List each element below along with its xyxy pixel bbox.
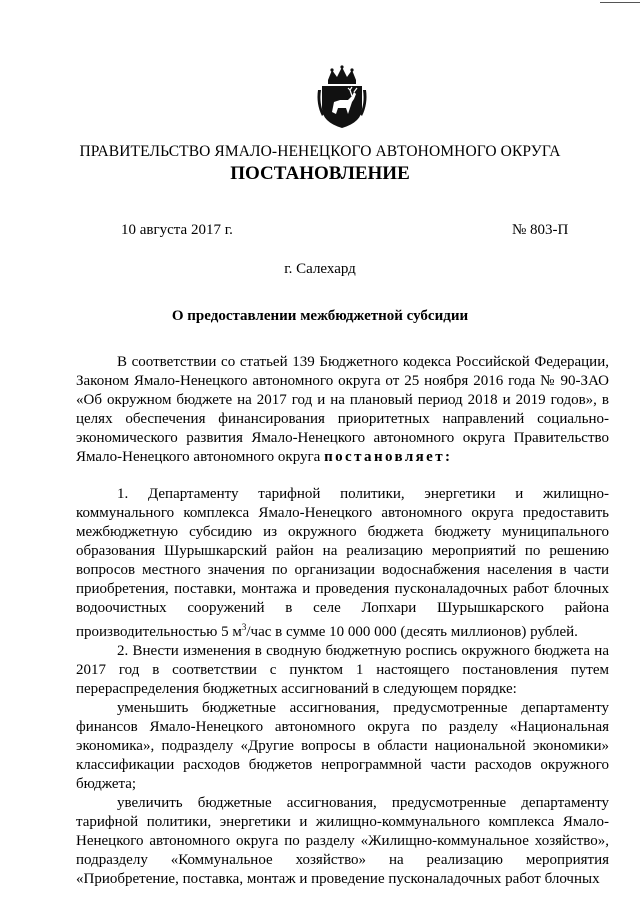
paragraph-decrease: уменьшить бюджетные ассигнования, предусмотренные департаменту финансов Ямало-Ненецкого автономного округа по разделу «Национальная экономика», подразделу «Другие вопросы в области национальной экономики» классификации расходов бюджетов непрограммной части расходов окружного бюджета; (76, 700, 609, 792)
coat-of-arms-icon (314, 64, 370, 130)
document-date: 10 августа 2017 г. (121, 222, 233, 238)
paragraph-increase: увеличить бюджетные ассигнования, предусмотренные департаменту тарифной политики, энергетики и жилищно-коммунального комплекса Ямало-Ненецкого автономного округа по разделу «Жилищно-коммунальное хозяйство», подразделу «Коммунальное хозяйство» на реализацию мероприятия «Приобретение, поставка, монтаж и проведение пусконаладочных работ блочных (76, 795, 609, 887)
document-number: № 803-П (512, 222, 569, 238)
paragraph-2: 2. Внести изменения в сводную бюджетную роспись окружного бюджета на 2017 год в соответствии с пунктом 1 настоящего постановления путем перераспределения бюджетных ассигнований в следующем порядке: (76, 643, 609, 697)
paragraph-1-text: 1. Департаменту тарифной политики, энергетики и жилищно-коммунального комплекса Ямало-Ненецкого автономного округа предоставить межбюджетную субсидию из окружного бюджета бюджету муниципального образования Шурышкарский район на реализацию мероприятий по решению вопросов местного значения по организации водоснабжения населения в части приобретения, поставки, монтажа и проведения пусконаладочных работ блочных водоочистных сооружений в селе Лопхари Шурышкарского района производительностью 5 м (76, 486, 609, 640)
government-name: ПРАВИТЕЛЬСТВО ЯМАЛО-НЕНЕЦКОГО АВТОНОМНОГО ОКРУГА (79, 143, 561, 160)
unit-superscript: 3 (241, 622, 247, 632)
paragraph-1 (76, 485, 609, 642)
document-body (76, 353, 609, 889)
decree-word: постановляет: (324, 449, 453, 465)
document-type: ПОСТАНОВЛЕНИЕ (230, 163, 410, 184)
scan-edge-line (600, 2, 640, 3)
document-subject: О предоставлении межбюджетной субсидии (171, 308, 469, 324)
paragraph-1-tail: /час в сумме 10 000 000 (десять миллионов) рублей. (246, 624, 578, 640)
document-city: г. Салехард (284, 261, 356, 277)
preamble-text: В соответствии со статьей 139 Бюджетного кодекса Российской Федерации, Законом Ямало-Ненецкого автономного округа от 25 ноября 2016 года № 90-ЗАО «Об окружном бюджете на 2017 год и на плановый период 2018 и 2019 годов», в целях обеспечения финансирования приоритетных направлений социально-экономического развития Ямало-Ненецкого автономного округа Правительство Ямало-Ненецкого автономного округа (76, 354, 609, 465)
preamble (76, 353, 609, 467)
